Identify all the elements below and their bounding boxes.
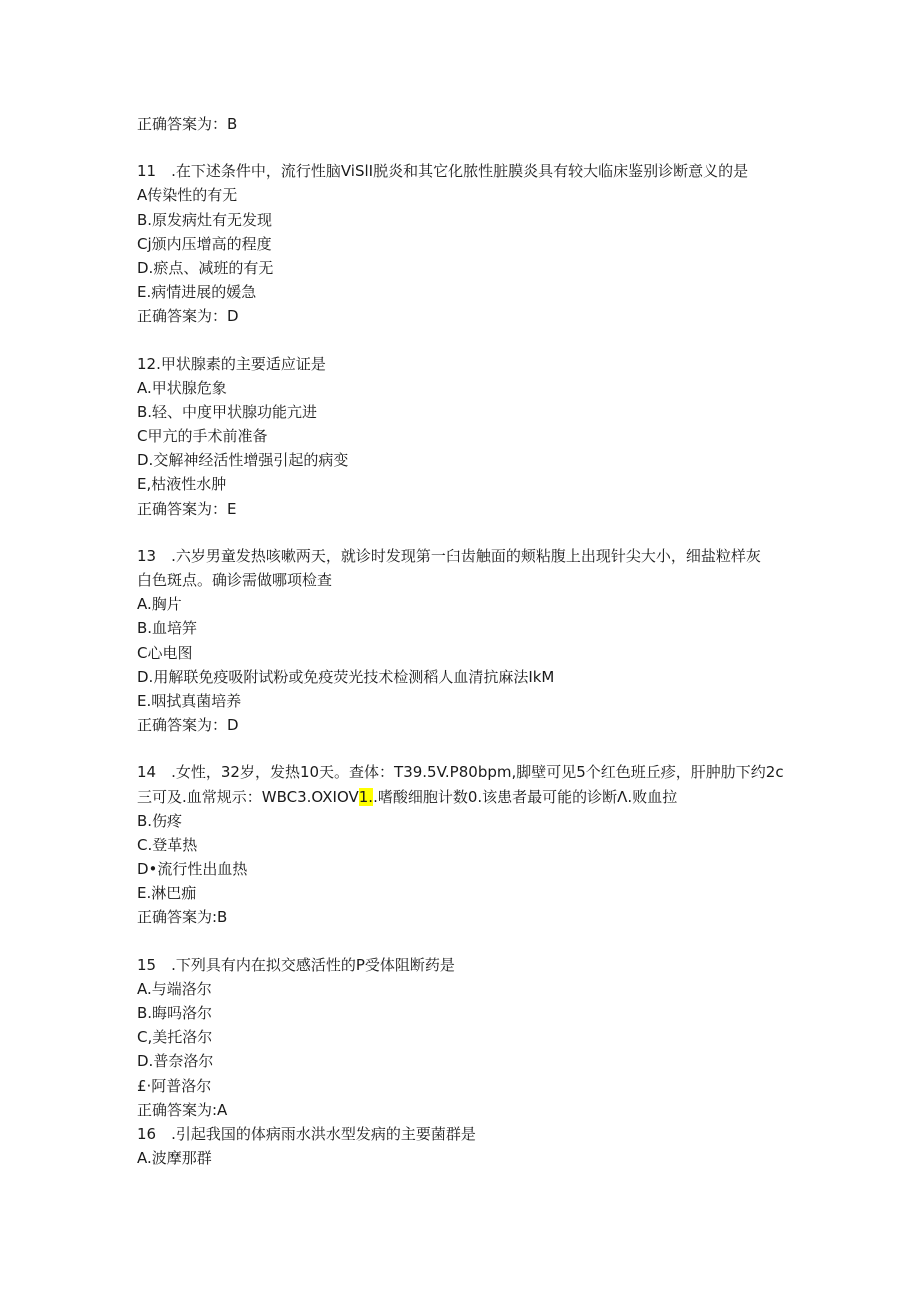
q13-option-b: B.血培笄 [137,619,198,638]
q15-answer: 正确答案为:A [137,1100,228,1119]
q16-option-a: A.波摩那群 [137,1149,212,1168]
document-page [137,112,787,1170]
q12-option-d: D.交解神经活性增强引起的病变 [137,451,349,470]
q12-option-b: B.轻、中度甲状腺功能亢进 [137,402,318,421]
q11-option-e: E.病情进展的媛急 [137,283,257,302]
q11-stem: 11 .在下述条件中，流行性脑ViSlI脱炎和其它化脓性脏膜炎具有较大临床鉴别诊断意义的是 [137,162,749,181]
q14-stem-line-1: 14 .女性，32岁，发热10天。查体：T39.5V.P80bpm,脚壁可见5个红色班丘疹，肝肿肋下约2c [137,763,784,782]
q15-option-e: £·阿普洛尔 [137,1076,212,1095]
spacer [137,737,787,760]
q12-answer: 正确答案为：E [137,499,237,518]
spacer [137,329,787,352]
q11-answer: 正确答案为：D [137,307,239,326]
q11-option-c: Cj颁内压增高的程度 [137,234,272,253]
q13-answer: 正确答案为：D [137,716,239,735]
q14-option-c: C.登革热 [137,835,198,854]
q11-option-a: A传染性的有无 [137,186,238,205]
q12-option-c: C甲亢的手术前准备 [137,427,268,446]
q15-option-c: C,美托洛尔 [137,1028,213,1047]
q13-option-e: E.咽拭真菌培养 [137,691,242,710]
q12-stem: 12.甲状腺素的主要适应证是 [137,354,326,373]
q14-option-e: E.淋巴痂 [137,884,197,903]
q11-option-b: B.原发病灶有无发现 [137,210,273,229]
q13-option-c: C心电图 [137,643,193,662]
q13-option-d: D.用解联免疫吸附试粉或免疫荧光技术检测稻人血清抗麻法IkM [137,667,555,686]
q10-answer: 正确答案为：B [137,115,238,133]
spacer [137,521,787,544]
q14-stem-line-2-post: .嗜酸细胞计数0.该患者最可能的诊断Λ.败血拉 [373,787,678,806]
q14-option-d: D•流行性出血热 [137,860,248,879]
q14-stem-line-2-pre: 三可及.血常规示：WBC3.OXIOV [137,787,359,806]
q12-option-e: E,枯液性水肿 [137,475,227,494]
q15-option-d: D.普奈洛尔 [137,1052,214,1071]
q14-stem-line-2 [137,785,787,809]
q14-answer: 正确答案为:B [137,908,228,927]
q15-option-a: A.与端洛尔 [137,979,212,998]
q15-option-b: B.晦吗洛尔 [137,1004,213,1022]
q15-stem: 15 .下列具有内在拟交感活性的P受体阻断药是 [137,955,455,974]
q16-stem: 16 .引起我国的体病雨水洪水型发病的主要菌群是 [137,1124,476,1143]
highlighted-text: 1. [358,787,374,806]
q12-option-a: A.甲状腺危象 [137,378,227,397]
q13-stem-line-2: 白色斑点。确诊需做哪项检查 [137,571,333,589]
spacer [137,930,787,953]
q13-option-a: A.胸片 [137,595,182,614]
spacer [137,136,787,159]
q13-stem-line-1: 13 .六岁男童发热咳嗽两天，就诊时发现第一臼齿触面的颊粘腹上出现针尖大小，细盐粒样灰 [137,546,761,565]
q14-option-b: B.伤疼 [137,811,183,830]
q11-option-d: D.瘀点、减班的有无 [137,258,274,277]
